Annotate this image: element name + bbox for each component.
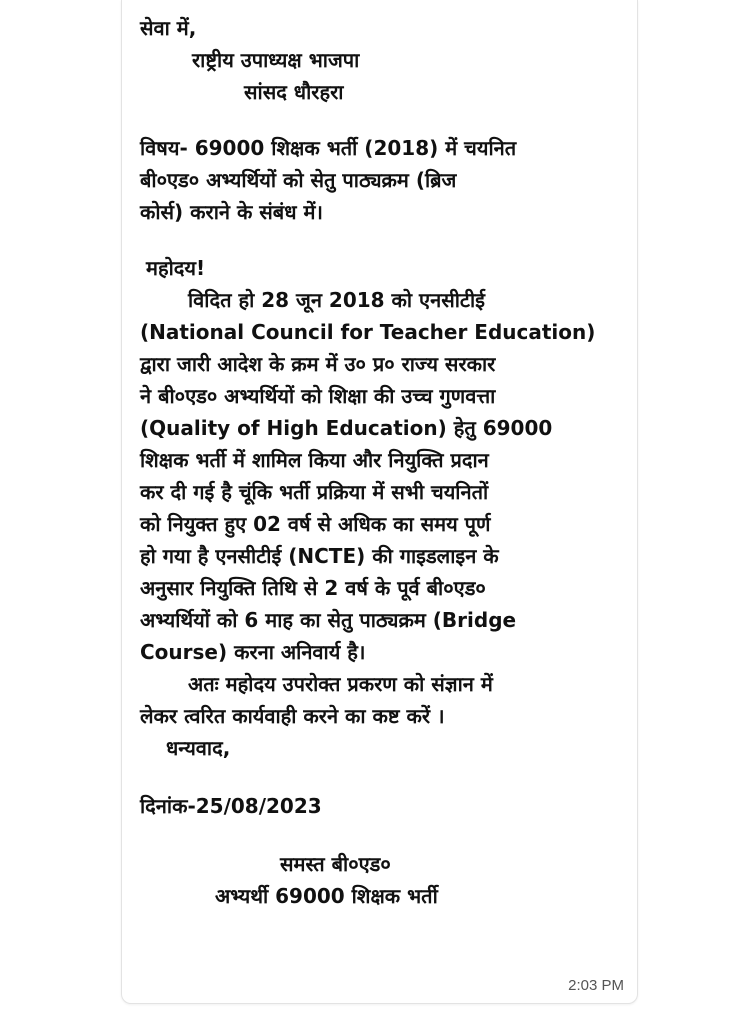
body-line: अभ्यर्थियों को 6 माह का सेतु पाठ्यक्रम (Bridge [140, 608, 517, 632]
subject-line: बी०एड० अभ्यर्थियों को सेतु पाठ्यक्रम (ब्रिज [140, 168, 457, 192]
body-line: कर दी गई है चूंकि भर्ती प्रक्रिया में सभी चयनितों [140, 480, 489, 504]
body-line: को नियुक्त हुए 02 वर्ष से अधिक का समय पूर्ण [140, 512, 491, 536]
subject-line: विषय- 69000 शिक्षक भर्ती (2018) में चयनित [140, 136, 517, 160]
request-line: अतः महोदय उपरोक्त प्रकरण को संज्ञान में [188, 672, 493, 696]
recipient-title: राष्ट्रीय उपाध्यक्ष भाजपा [192, 48, 360, 72]
body-line: अनुसार नियुक्ति तिथि से 2 वर्ष के पूर्व बी०एड० [140, 576, 486, 600]
body-line: हो गया है एनसीटीई (NCTE) की गाइडलाइन के [140, 544, 499, 568]
body-line: विदित हो 28 जून 2018 को एनसीटीई [188, 288, 485, 312]
message-timestamp: 2:03 PM [568, 977, 624, 994]
thanks-text: धन्यवाद, [166, 736, 231, 760]
message-text [140, 12, 630, 912]
body-line: द्वारा जारी आदेश के क्रम में उ० प्र० राज्य सरकार [140, 352, 496, 376]
subject-line: कोर्स) कराने के संबंध में। [140, 200, 324, 224]
salutation: महोदय! [146, 256, 206, 280]
body-line: Course) करना अनिवार्य है। [140, 640, 366, 664]
address-to: सेवा में, [140, 16, 197, 40]
date-line: दिनांक-25/08/2023 [140, 794, 322, 818]
body-line: (Quality of High Education) हेतु 69000 [140, 416, 553, 440]
sender-line: समस्त बी०एड० [280, 852, 391, 876]
body-line: ने बी०एड० अभ्यर्थियों को शिक्षा की उच्च गुणवत्ता [140, 384, 496, 408]
body-line: (National Council for Teacher Education) [140, 320, 596, 344]
body-line: शिक्षक भर्ती में शामिल किया और नियुक्ति प्रदान [140, 448, 489, 472]
recipient-name: सांसद धौरहरा [244, 80, 344, 104]
request-line: लेकर त्वरित कार्यवाही करने का कष्ट करें । [140, 704, 445, 728]
sender-line: अभ्यर्थी 69000 शिक्षक भर्ती [215, 884, 438, 908]
